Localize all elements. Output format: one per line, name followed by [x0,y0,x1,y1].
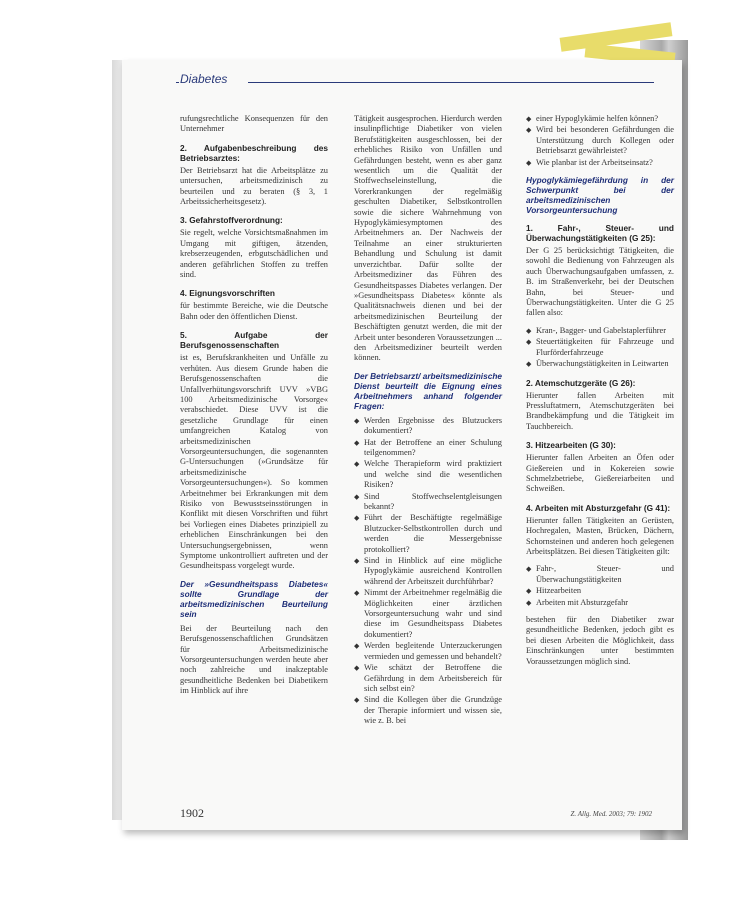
bullet-list [526,564,674,608]
paragraph: für bestimmte Bereiche, wie die Deutsche Bahn oder den öffentlichen Dienst. [180,301,328,321]
paragraph: ist es, Berufskrankheiten und Unfälle zu verhüten. Aus diesem Grunde haben die Berufsgenossenschaften die Unfallverhütungsvorschrift UVV »VBG 100 Arbeitsmedizinische Vorsorge« verabschiedet. Diese UVV ist die gesetzliche Grundlage für einen umfangreichen Katalog von arbeitsmedizinischen Vorsorgeuntersuchungen, die sogenannten G-Untersuchungen (»Grundsätze für arbeitsmedizinische Vorsorgeuntersuchungen«). So kommen Arbeitnehmer bei Erkrankungen mit dem Risiko von Bewusstseinsstörungen in Konflikt mit diesen Vorschriften und führt bei Vorliegen eines Diabetes prinzipiell zu erheblichen Einschränkungen bei den Untersuchungsergebnissen, wenn Symptome unkontrolliert auftreten und der Gesundheitspass vorgelegt wurde. [180,353,328,571]
paragraph: Hierunter fallen Arbeiten mit Pressluftatmern, Atemschutzgeräten bei Brandbekämpfung und die Tätigkeit im Tauchbereich. [526,390,674,431]
list-item: ◆ Führt der Beschäftigte regelmäßige Blutzucker-Selbstkontrollen durch und werden die Messergebnisse protokolliert? [354,513,502,555]
list-item: ◆ Wird bei besonderen Gefährdungen die Unterstützung durch Kollegen oder Betriebsarzt gewährleistet? [526,125,674,156]
section-heading: 4. Eignungsvorschriften [180,288,275,299]
highlight-heading: Der »Gesundheitspass Diabetes« sollte Grundlage der arbeitsmedizinischen Beurteilung sein [180,578,328,619]
list-item: ◆ Kran-, Bagger- und Gabelstaplerführer [526,326,674,336]
list-item: ◆ Sind Stoffwechselentgleisungen bekannt? [354,492,502,513]
header-rule-left [176,82,179,83]
list-item: ◆ Arbeiten mit Absturzgefahr [526,598,674,608]
bullet-list [526,326,674,370]
section-heading: 5. Aufgabe der Berufsgenossenschaften [180,330,328,351]
highlight-heading: Hypoglykämiegefährdung in der Schwerpunkt bei der arbeitsmedizinischen Vorsorgeuntersuchung [526,175,674,216]
list-item: ◆ Steuertätigkeiten für Fahrzeuge und Flurförderfahrzeuge [526,337,674,358]
paragraph: Hierunter fallen Tätigkeiten an Gerüsten, Hochregalen, Masten, Brücken, Dächern, Schornsteinen und anderen hoch gelegenen Arbeitsplätzen. Bei diesen Tätigkeiten gilt: [526,515,674,556]
section-heading: 4. Arbeiten mit Absturzgefahr (G 41): [526,502,671,513]
section-heading: 3. Gefahrstoffverordnung: [180,215,283,226]
paragraph: Hierunter fallen Arbeiten an Öfen oder Gießereien und in Kokereien sowie Schmelzbetriebe, Gießereiarbeiten und Schweißen. [526,453,674,494]
section-heading: 2. Aufgabenbeschreibung des Betriebsarztes: [180,142,328,163]
question-list [354,416,502,727]
column-right [526,114,674,674]
list-item: ◆ Sind in Hinblick auf eine mögliche Hypoglykämie ausreichend Kontrollen während der Arbeitszeit durchführbar? [354,556,502,587]
paragraph: Tätigkeit ausgesprochen. Hierdurch werden insulinpflichtige Diabetiker von vielen Berufstätigkeiten ausgeschlossen, bei der erhebliches Risiko von Unfällen und Gefährdungen besteht, wenn es aber ganz wesentlich um die Qualität der Stoffwechseleinstellung, die Vorerkrankungen der regelmäßig geschulten Diabetiker, Selbstkontrollen sowie die sichere Wahrnehmung von Hypoglykämiesymptomen des Arbeitnehmers an. Der Nachweis der Teilnahme an einer strukturierten Behandlung und Schulung ist damit unverzichtbar. Dafür sollte der Arbeitsmediziner das Führen des Gesundheitspasses Diabetes verlangen. Der »Gesundheitspass Diabetes« könnte als Qualitätsnachweis dienen und bei der arbeitsmedizinischen Beurteilung der Beschäftigten genutzt werden, die mit der Arbeit unter besonderen Voraussetzungen ... den Arbeitsmediziner beurteilt werden können. [354,114,502,363]
column-middle [354,114,502,734]
paragraph: bestehen für den Diabetiker zwar gesundheitliche Bedenken, jedoch gibt es bei diesen Arbeiten die Möglichkeit, dass Einschränkungen unter bestimmten Voraussetzungen möglich sind. [526,615,674,666]
list-item: ◆ Werden begleitende Unterzuckerungen vermieden und gemessen und behandelt? [354,641,502,662]
paragraph: Bei der Beurteilung nach den Berufsgenossenschaftlichen Grundsätzen für Arbeitsmedizinische Vorsorgeuntersuchungen werden heute aber noch zahlreiche und inakzeptable gesundheitliche Bedenken bei Diabetikern im Hinblick auf ihre [180,623,328,696]
list-item: ◆ Überwachungstätigkeiten in Leitwarten [526,359,674,369]
document-page [122,60,682,830]
paragraph: Der G 25 berücksichtigt Tätigkeiten, die sowohl die Bedienung von Fahrzeugen als auch Überwachungsaufgaben umfassen, z. B. im Straßenverkehr, bei der Deutschen Bahn, bei Steuer- und Überwachungstätigkeiten. Unter die G 25 fallen also: [526,246,674,318]
list-item: ◆ Fahr-, Steuer- und Überwachungstätigkeiten [526,564,674,585]
list-item: ◆ Nimmt der Arbeitnehmer regelmäßig die Möglichkeiten einer ärztlichen Vorsorgeuntersuchung wahr und sind diese im Gesundheitspass Diabetes dokumentiert? [354,588,502,640]
journal-citation: Z. Allg. Med. 2003; 79: 1902 [570,810,652,818]
section-heading: 3. Hitzearbeiten (G 30): [526,440,616,451]
list-item: ◆ Hat der Betroffene an einer Schulung teilgenommen? [354,438,502,459]
highlight-heading: Der Betriebsarzt/ arbeitsmedizinische Dienst beurteilt die Eignung eines Arbeitnehmers anhand folgender Fragen: [354,370,503,411]
list-item: ◆ Sind die Kollegen über die Grundzüge der Therapie informiert und wissen sie, wie z. B. bei [354,695,502,726]
page-number: 1902 [180,806,204,820]
list-item: ◆ Wie planbar ist der Arbeitseinsatz? [526,158,674,168]
paragraph: rufungsrechtliche Konsequenzen für den Unternehmer [180,114,328,134]
section-heading: 2. Atemschutzgeräte (G 26): [526,377,636,388]
header-rule [248,82,654,83]
list-item: ◆ Hitzearbeiten [526,586,674,596]
paragraph: Sie regelt, welche Vorsichtsmaßnahmen im Umgang mit giftigen, ätzenden, krebserzeugenden, erbgutschädlichen und anderen gefährlichen Stoffen zu treffen sind. [180,228,328,280]
question-list-continued [526,114,674,168]
section-heading: 1. Fahr-, Steuer- und Überwachungstätigkeiten (G 25): [526,223,674,244]
list-item: ◆ Werden Ergebnisse des Blutzuckers dokumentiert? [354,416,502,437]
running-header-title: Diabetes [180,72,228,86]
column-left [180,114,328,704]
list-item: ◆ Welche Therapieform wird praktiziert und welche sind die wesentlichen Risiken? [354,459,502,490]
list-item: ◆ einer Hypoglykämie helfen können? [526,114,674,124]
list-item: ◆ Wie schätzt der Betroffene die Gefährdung in dem Arbeitsbereich für sich selbst ein? [354,663,502,694]
paragraph: Der Betriebsarzt hat die Arbeitsplätze zu untersuchen, arbeitsmedizinisch zu beurteilen und zu beraten (§ 3, 1 Arbeitssicherheitsgesetz). [180,165,328,207]
